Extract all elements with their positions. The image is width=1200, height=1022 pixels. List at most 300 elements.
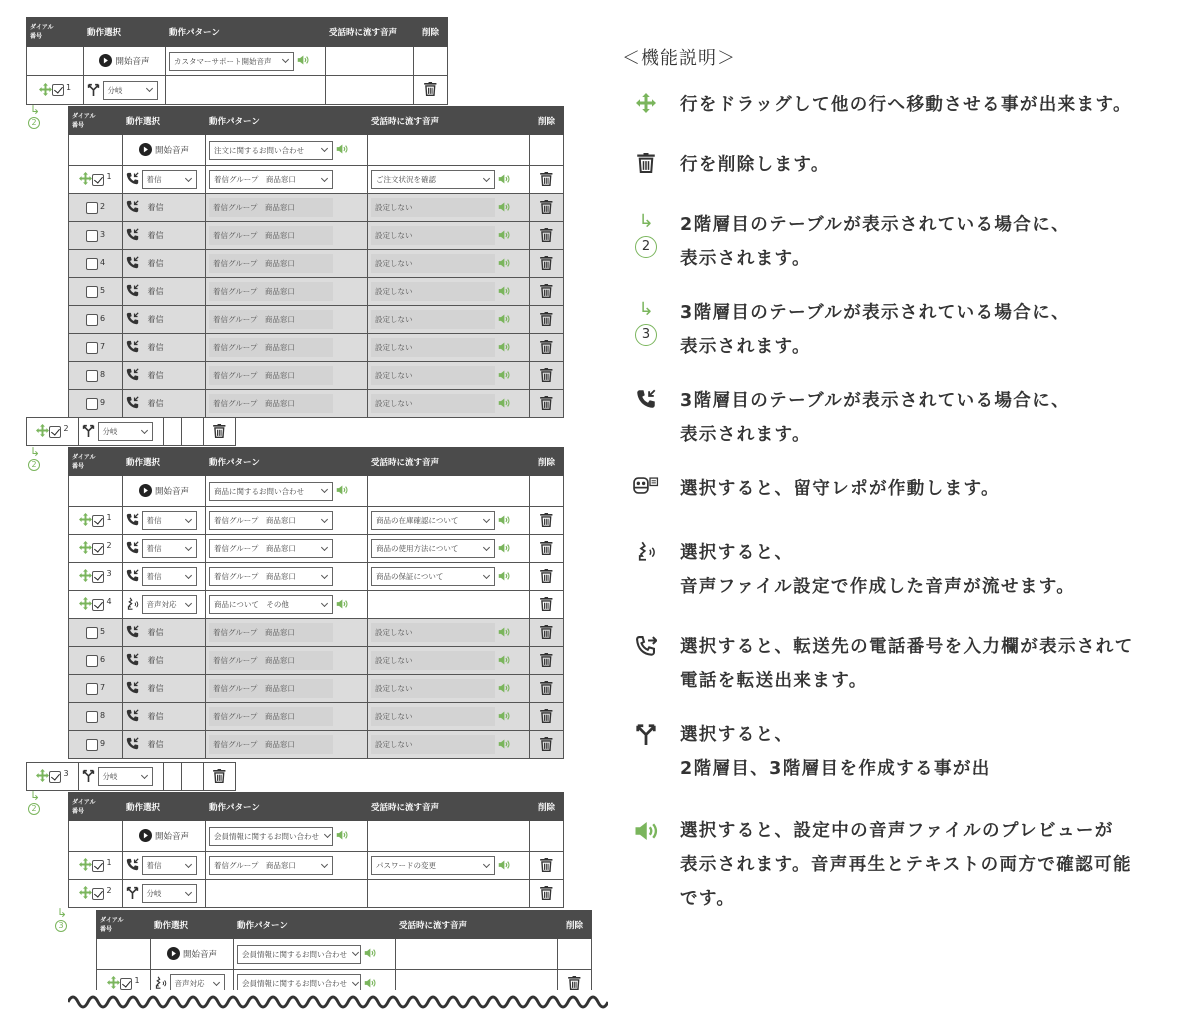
voice-select[interactable] (371, 856, 495, 875)
row-checkbox[interactable] (86, 258, 98, 270)
action-select[interactable] (142, 595, 197, 614)
action-cell (123, 250, 206, 278)
branch-icon (82, 424, 95, 439)
select-value: 着信 (146, 544, 162, 553)
explain-item (630, 88, 1190, 122)
explain-text (680, 148, 1190, 182)
select-value: パスワードの変更 (376, 861, 436, 870)
incoming-icon (126, 256, 139, 271)
header-dial-1: ダイアル (100, 916, 124, 924)
dial-cell (69, 563, 123, 591)
pattern-cell (206, 135, 368, 166)
trash-icon[interactable] (540, 340, 553, 356)
trash-icon[interactable] (540, 737, 553, 753)
drag-handle-icon[interactable] (36, 424, 49, 439)
table-row (69, 507, 564, 535)
row-checkbox[interactable] (86, 202, 98, 214)
dial-cell (69, 222, 123, 250)
row-checkbox[interactable] (92, 515, 104, 527)
drag-handle-icon[interactable] (79, 513, 92, 528)
delete-cell (558, 970, 592, 991)
speaker-preview-icon[interactable] (498, 369, 510, 383)
dial-cell (69, 675, 123, 703)
voice-select[interactable] (371, 170, 495, 189)
row-checkbox[interactable] (86, 314, 98, 326)
voice-cell (368, 222, 530, 250)
level2-table-1 (68, 106, 564, 418)
level2-marker-1: ↳ 2 (29, 103, 41, 127)
header-voice: 受話時に流す音声 (368, 793, 530, 821)
chevron-down-icon (141, 771, 148, 778)
action-cell (79, 763, 164, 791)
explain-icon (630, 723, 662, 749)
pattern-select[interactable] (209, 511, 333, 530)
speaker-preview-icon[interactable] (498, 397, 510, 411)
empty-cell (182, 763, 204, 791)
dial-number: 1 (106, 172, 112, 181)
drag-handle-icon[interactable] (39, 83, 52, 98)
speaker-preview-icon[interactable] (498, 313, 510, 327)
dial-cell (27, 47, 84, 76)
dial-number: 2 (106, 541, 112, 550)
table-row (69, 278, 564, 306)
action-cell (123, 591, 206, 619)
chevron-down-icon (321, 174, 328, 181)
speaker-preview-icon[interactable] (364, 947, 376, 961)
speaker-preview-icon[interactable] (336, 598, 348, 612)
voice-select[interactable] (371, 539, 495, 558)
pattern-cell (206, 535, 368, 563)
voice-cell (368, 619, 530, 647)
dial-number: 5 (99, 285, 106, 295)
voice-cell (396, 939, 558, 970)
pattern-cell (206, 222, 368, 250)
dial-number: 9 (99, 738, 106, 748)
delete-cell (530, 250, 564, 278)
dial-number: 8 (99, 710, 106, 720)
table-header (69, 793, 564, 821)
action-cell (123, 222, 206, 250)
speaker-preview-icon[interactable] (498, 738, 510, 752)
header-dial-1: ダイアル (72, 798, 96, 806)
select-value: 着信グループ 商品窓口 (214, 572, 296, 581)
drag-handle-icon[interactable] (36, 769, 49, 784)
speaker-preview-icon[interactable] (498, 285, 510, 299)
start-audio-label: 開始音声 (154, 146, 189, 156)
play-icon[interactable] (139, 143, 152, 158)
voice-value: 設定しない (371, 254, 495, 273)
chevron-down-icon (321, 145, 328, 152)
chevron-down-icon (185, 571, 192, 578)
explain-line: 表示されます。 (680, 249, 811, 269)
chevron-down-icon (185, 515, 192, 522)
speaker-preview-icon[interactable] (498, 341, 510, 355)
trash-icon[interactable] (540, 681, 553, 697)
pattern-value: 着信グループ 商品窓口 (209, 282, 333, 301)
trash-icon[interactable] (213, 769, 226, 785)
dial-cell (69, 476, 123, 507)
voice-value: 設定しない (371, 366, 495, 385)
select-value: 着信グループ 商品窓口 (214, 861, 296, 870)
play-icon[interactable] (139, 829, 152, 844)
action-cell (123, 675, 206, 703)
pattern-cell (206, 731, 368, 759)
table-header (27, 18, 448, 47)
dial-cell (97, 970, 151, 991)
data-table (26, 17, 448, 105)
explain-icon (630, 635, 662, 661)
row-checkbox[interactable] (92, 860, 104, 872)
trash-icon[interactable] (540, 569, 553, 585)
trash-icon[interactable] (540, 625, 553, 641)
dial-cell (69, 135, 123, 166)
voice-cell (368, 278, 530, 306)
voice-cell (326, 76, 414, 105)
speaker-preview-icon[interactable] (336, 143, 348, 157)
speaker-preview-icon[interactable] (498, 682, 510, 696)
pattern-cell (206, 563, 368, 591)
table-row (69, 852, 564, 880)
voice-cell (368, 476, 530, 507)
explain-text (680, 88, 1190, 122)
level2-marker-2: ↳ 2 (29, 445, 41, 469)
trash-icon[interactable] (540, 312, 553, 328)
voice-select[interactable] (371, 511, 495, 530)
pattern-cell (234, 970, 396, 991)
explain-line: 選択すると、留守レポが作動します。 (680, 479, 1000, 499)
speaker-preview-icon[interactable] (498, 514, 510, 528)
incoming-icon (126, 653, 139, 668)
select-value: ご注文状況を確認 (376, 175, 436, 184)
start-audio-row (69, 821, 564, 852)
dial-cell (27, 418, 79, 446)
row-checkbox[interactable] (120, 978, 132, 990)
trash-icon[interactable] (540, 513, 553, 529)
dial-number: 6 (99, 654, 106, 664)
action-select[interactable] (98, 422, 153, 441)
dial-cell (27, 763, 79, 791)
incoming-icon (126, 228, 139, 243)
play-icon[interactable] (139, 484, 152, 499)
header-dial-1: ダイアル (72, 112, 96, 120)
action-label: 着信 (147, 287, 164, 296)
delete-cell (530, 306, 564, 334)
trash-icon[interactable] (540, 597, 553, 613)
header-dial-2: 番号 (72, 807, 85, 815)
pattern-cell (206, 507, 368, 535)
speaker-preview-icon[interactable] (498, 859, 510, 873)
header-voice: 受話時に流す音声 (396, 911, 558, 939)
speaker-preview-icon[interactable] (498, 201, 510, 215)
select-value: 注文に関するお問い合わせ (214, 145, 304, 155)
action-select[interactable] (142, 170, 197, 189)
play-icon[interactable] (167, 947, 180, 962)
pattern-select[interactable] (209, 170, 333, 189)
drag-handle-icon[interactable] (79, 172, 92, 187)
trash-icon[interactable] (540, 541, 553, 557)
drag-handle-icon[interactable] (79, 541, 92, 556)
select-value: 分岐 (102, 427, 118, 436)
action-select[interactable] (142, 856, 197, 875)
action-cell (123, 647, 206, 675)
row-checkbox[interactable] (92, 571, 104, 583)
speaker-preview-icon[interactable] (498, 542, 510, 556)
explain-text (680, 630, 1190, 698)
speaker-preview-icon[interactable] (297, 54, 309, 68)
branch-icon (635, 723, 657, 749)
dial-cell (69, 362, 123, 390)
row-checkbox[interactable] (92, 174, 104, 186)
drag-handle-icon[interactable] (79, 858, 92, 873)
incoming-icon (126, 681, 139, 696)
header-action: 動作選択 (151, 911, 234, 939)
data-table (26, 417, 236, 446)
dial-number: 2 (106, 886, 112, 895)
voice-value: 設定しない (371, 707, 495, 726)
pattern-cell (206, 334, 368, 362)
chevron-down-icon (141, 426, 148, 433)
speaker-preview-icon[interactable] (498, 570, 510, 584)
action-cell (123, 703, 206, 731)
start-audio-row (69, 135, 564, 166)
dial-cell (69, 535, 123, 563)
play-icon[interactable] (99, 54, 112, 69)
row-checkbox[interactable] (86, 342, 98, 354)
trash-icon[interactable] (540, 886, 553, 902)
voice-cell (368, 647, 530, 675)
row-checkbox[interactable] (86, 739, 98, 751)
select-value: 会員情報に関するお問い合わせ (242, 949, 347, 959)
explain-item (630, 472, 1190, 506)
row-checkbox[interactable] (52, 84, 64, 96)
pattern-cell (206, 647, 368, 675)
trash-icon[interactable] (424, 82, 437, 98)
explain-text (680, 536, 1190, 604)
pattern-value: 着信グループ 商品窓口 (209, 254, 333, 273)
action-select[interactable] (98, 767, 153, 786)
trash-icon[interactable] (540, 200, 553, 216)
table-row (69, 306, 564, 334)
dial-cell (69, 591, 123, 619)
table-row (69, 591, 564, 619)
explain-text (680, 718, 1190, 786)
chevron-down-icon (321, 486, 328, 493)
incoming-icon (126, 709, 139, 724)
header-dial-number (69, 793, 123, 821)
chevron-down-icon (352, 949, 359, 956)
action-cell (123, 390, 206, 418)
action-cell (123, 278, 206, 306)
action-select[interactable] (142, 511, 197, 530)
header-action: 動作選択 (123, 793, 206, 821)
delete-cell (530, 591, 564, 619)
incoming-icon (126, 200, 139, 215)
row-checkbox[interactable] (49, 771, 61, 783)
incoming-icon (126, 513, 139, 528)
explain-icon (630, 93, 662, 117)
speaker-preview-icon[interactable] (498, 654, 510, 668)
action-select[interactable] (142, 567, 197, 586)
row-checkbox[interactable] (86, 286, 98, 298)
incoming-icon (636, 389, 656, 413)
pattern-cell (206, 591, 368, 619)
chevron-down-icon (321, 543, 328, 550)
table-row (27, 763, 236, 791)
pattern-select[interactable] (209, 595, 333, 614)
action-label: 着信 (147, 684, 164, 693)
chevron-down-icon (282, 56, 289, 63)
explain-line: 選択すると、設定中の音声ファイルのプレビューが (680, 821, 1114, 841)
trash-icon (637, 153, 655, 177)
row-checkbox[interactable] (86, 230, 98, 242)
speaker-preview-icon[interactable] (498, 229, 510, 243)
pattern-select[interactable] (209, 482, 333, 501)
trash-icon[interactable] (568, 976, 581, 991)
action-select[interactable] (142, 539, 197, 558)
delete-cell (530, 675, 564, 703)
top-level-row-2 (26, 417, 236, 446)
header-dial-number (27, 18, 84, 47)
action-cell (123, 731, 206, 759)
row-checkbox[interactable] (49, 426, 61, 438)
speaker-preview-icon[interactable] (498, 173, 510, 187)
empty-cell (164, 763, 182, 791)
table-row (69, 731, 564, 759)
trash-icon[interactable] (540, 256, 553, 272)
pattern-select[interactable] (237, 974, 361, 990)
trash-icon[interactable] (213, 424, 226, 440)
action-select[interactable] (170, 974, 225, 990)
row-checkbox[interactable] (92, 888, 104, 900)
voice-cell (368, 535, 530, 563)
row-checkbox[interactable] (86, 627, 98, 639)
table-row (69, 703, 564, 731)
pattern-select[interactable] (209, 856, 333, 875)
drag-handle-icon[interactable] (107, 976, 120, 990)
explain-line: 表示されます。音声再生とテキストの両方で確認可能 (680, 855, 1132, 875)
level3-marker: ↳ 3 (56, 906, 68, 930)
voice-value: 設定しない (371, 282, 495, 301)
row-checkbox[interactable] (86, 398, 98, 410)
trash-icon[interactable] (540, 709, 553, 725)
explain-line: 選択すると、 (680, 543, 794, 563)
pattern-select[interactable] (209, 141, 333, 160)
row-checkbox[interactable] (92, 543, 104, 555)
chevron-down-icon (352, 978, 359, 985)
header-delete: 削除 (530, 793, 564, 821)
pattern-select[interactable] (209, 567, 333, 586)
dial-number: 3 (106, 569, 112, 578)
delete-cell (530, 135, 564, 166)
row-checkbox[interactable] (92, 599, 104, 611)
speaker-preview-icon[interactable] (336, 829, 348, 843)
select-value: 商品の在庫確認について (376, 516, 459, 525)
row-checkbox[interactable] (86, 370, 98, 382)
dial-number: 1 (106, 513, 112, 522)
explain-icon (630, 300, 662, 346)
drag-handle-icon[interactable] (79, 569, 92, 584)
pattern-select[interactable] (169, 52, 294, 71)
delete-cell (530, 278, 564, 306)
explain-text (680, 296, 1190, 364)
speaker-preview-icon[interactable] (498, 626, 510, 640)
header-delete: 削除 (530, 448, 564, 476)
speaker-preview-icon[interactable] (336, 484, 348, 498)
chevron-down-icon (185, 860, 192, 867)
explain-line: 3階層目のテーブルが表示されている場合に、 (680, 303, 1070, 323)
voice-cell (368, 334, 530, 362)
speaker-preview-icon[interactable] (498, 257, 510, 271)
trash-icon[interactable] (540, 228, 553, 244)
pattern-cell (206, 619, 368, 647)
action-select[interactable] (103, 81, 158, 100)
dial-cell (69, 250, 123, 278)
voice-select[interactable] (371, 567, 495, 586)
voice-icon (636, 541, 656, 565)
trash-icon[interactable] (540, 368, 553, 384)
action-cell (123, 135, 206, 166)
speaker-preview-icon[interactable] (498, 710, 510, 724)
trash-icon[interactable] (540, 858, 553, 874)
explain-item (630, 536, 1190, 604)
continuation-wave (68, 990, 608, 1010)
dial-number: 4 (106, 597, 112, 606)
action-label: 着信 (147, 343, 164, 352)
action-label: 着信 (147, 740, 164, 749)
drag-handle-icon[interactable] (79, 597, 92, 612)
row-checkbox[interactable] (86, 683, 98, 695)
delete-cell (530, 222, 564, 250)
row-checkbox[interactable] (86, 655, 98, 667)
chevron-down-icon (185, 599, 192, 606)
explain-item (630, 814, 1190, 916)
pattern-select[interactable] (209, 827, 333, 846)
trash-icon[interactable] (540, 396, 553, 412)
action-cell (84, 47, 166, 76)
voice-cell (368, 135, 530, 166)
select-value: 会員情報に関するお問い合わせ (214, 831, 319, 841)
speaker-preview-icon[interactable] (364, 977, 376, 991)
start-audio-label: 開始音声 (115, 57, 150, 67)
pattern-select[interactable] (209, 539, 333, 558)
dial-cell (69, 390, 123, 418)
dial-number: 2 (99, 201, 106, 211)
trash-icon[interactable] (540, 653, 553, 669)
level2-marker-3: ↳ 2 (29, 789, 41, 813)
header-delete: 削除 (530, 107, 564, 135)
action-cell (123, 619, 206, 647)
table-row (27, 418, 236, 446)
explain-line: 選択すると、転送先の電話番号を入力欄が表示されて (680, 637, 1134, 657)
header-pattern: 動作パターン (206, 107, 368, 135)
row-checkbox[interactable] (86, 711, 98, 723)
explain-icon (630, 477, 662, 498)
pattern-select[interactable] (237, 945, 361, 964)
dial-cell (69, 703, 123, 731)
incoming-icon (126, 312, 139, 327)
action-select[interactable] (142, 884, 197, 903)
start-audio-label: 開始音声 (154, 832, 189, 842)
pattern-cell (206, 390, 368, 418)
pattern-cell (206, 852, 368, 880)
trash-icon[interactable] (540, 284, 553, 300)
action-label: 着信 (147, 315, 164, 324)
trash-icon[interactable] (540, 172, 553, 188)
action-cell (151, 970, 234, 991)
dial-number: 3 (63, 769, 69, 778)
pattern-value: 着信グループ 商品窓口 (209, 366, 333, 385)
drag-handle-icon[interactable] (79, 886, 92, 901)
